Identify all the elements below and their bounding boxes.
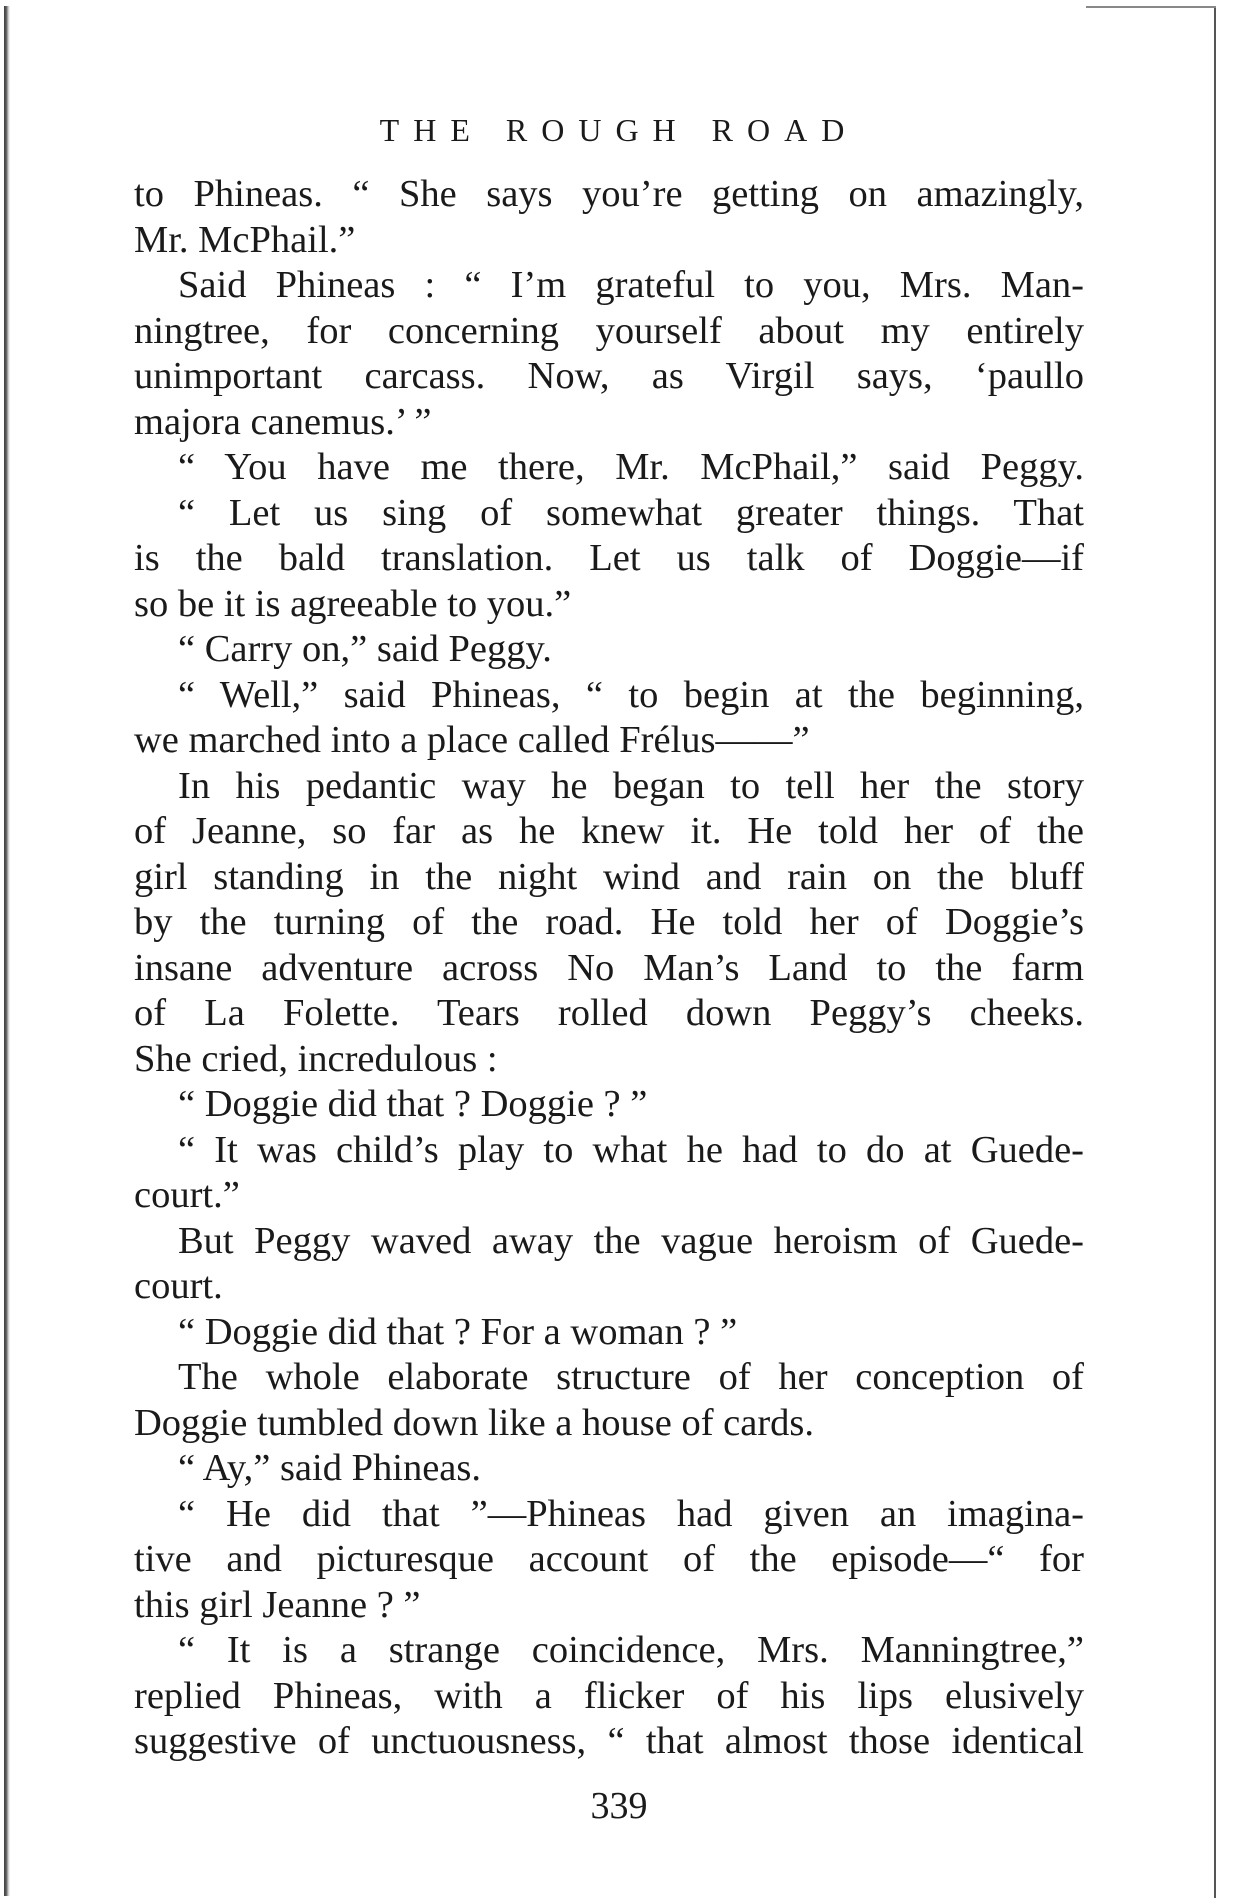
text-line: is the bald translation. Let us talk of Doggie—if <box>134 537 1084 579</box>
text-line: insane adventure across No Man’s Land to the farm <box>134 946 1084 989</box>
body-text <box>134 172 1084 1765</box>
text-line: “ You have me there, Mr. McPhail,” said Peggy. <box>178 446 1084 488</box>
text-line: this girl Jeanne ? ” <box>134 1583 421 1626</box>
page-number: 339 <box>590 1785 648 1827</box>
text-line: so be it is agreeable to you.” <box>134 582 572 625</box>
running-head: THE ROUGH ROAD <box>379 112 859 148</box>
text-line: “ Let us sing of somewhat greater things. That <box>178 491 1084 534</box>
text-line: “ Carry on,” said Peggy. <box>178 628 552 670</box>
text-line: by the turning of the road. He told her of Doggie’s <box>134 901 1084 943</box>
text-line: majora canemus.’ ” <box>134 400 432 443</box>
text-line: replied Phineas, with a flicker of his lips elusively <box>134 1674 1084 1717</box>
text-line: to Phineas. “ She says you’re getting on amazingly, <box>134 173 1084 215</box>
text-line: court. <box>134 1265 223 1307</box>
text-line: ningtree, for concerning yourself about my entirely <box>134 309 1084 352</box>
text-line: “ Doggie did that ? For a woman ? ” <box>178 1310 738 1353</box>
text-line: unimportant carcass. Now, as Virgil says, ‘paullo <box>134 355 1084 397</box>
scan-binding-edge <box>4 6 10 1896</box>
text-line: girl standing in the night wind and rain on the bluff <box>134 855 1084 898</box>
text-line: “ Doggie did that ? Doggie ? ” <box>178 1083 648 1125</box>
text-line: suggestive of unctuousness, “ that almost those identical <box>134 1720 1084 1762</box>
text-line: of La Folette. Tears rolled down Peggy’s cheeks. <box>134 992 1084 1034</box>
text-line: of Jeanne, so far as he knew it. He told her of the <box>134 810 1084 852</box>
text-line: She cried, incredulous : <box>134 1037 498 1080</box>
text-line: “ He did that ”—Phineas had given an imagina- <box>178 1492 1084 1535</box>
scan-right-edge <box>1214 8 1216 1898</box>
text-line: tive and picturesque account of the episode—“ for <box>134 1538 1084 1580</box>
text-line: The whole elaborate structure of her conception of <box>178 1356 1084 1398</box>
text-line: Mr. McPhail.” <box>134 218 356 261</box>
text-line: “ It was child’s play to what he had to do at Guede- <box>178 1128 1084 1171</box>
text-line: Doggie tumbled down like a house of cards. <box>134 1401 815 1444</box>
text-line: court.” <box>134 1174 240 1216</box>
text-line: “ It is a strange coincidence, Mrs. Manningtree,” <box>178 1629 1084 1671</box>
text-line: we marched into a place called Frélus——” <box>134 719 810 761</box>
text-line: But Peggy waved away the vague heroism of Guede- <box>178 1219 1084 1262</box>
text-line: “ Ay,” said Phineas. <box>178 1447 481 1489</box>
scan-top-edge <box>1086 6 1216 8</box>
text-line: Said Phineas : “ I’m grateful to you, Mrs. Man- <box>178 264 1084 306</box>
text-line: “ Well,” said Phineas, “ to begin at the beginning, <box>178 673 1084 716</box>
text-line: In his pedantic way he began to tell her the story <box>178 764 1084 807</box>
